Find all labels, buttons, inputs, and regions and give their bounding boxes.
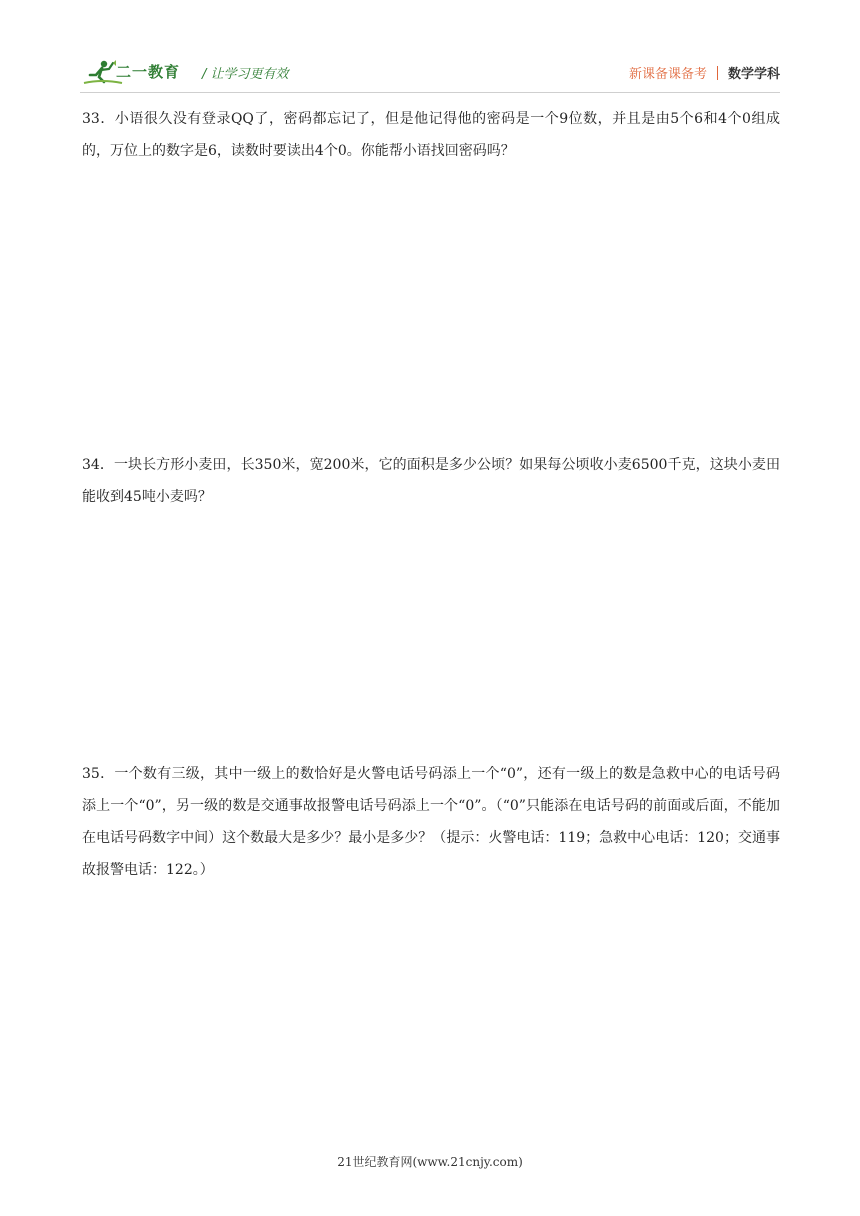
tag-subject: 数学学科 — [727, 67, 780, 82]
brand-name: 二一教育 — [116, 63, 181, 81]
page-footer: 21世纪教育网(www.21cnjy.com) — [337, 1155, 523, 1169]
question-35: 35．一个数有三级，其中一级上的数恰好是火警电话号码添上一个“0”，还有一级上的数是急救中心的电话号码添上一个“0”，另一级的数是交通事故报警电话号码添上一个“0”。（“0”只能添在电话号码的前面或后面，不能加在电话号码数字中间）这个数最大是多少？最小是多少？（提示：火警电话：119；急救中心电话：120；交通事故报警电话：122。） — [82, 766, 780, 878]
header-tags — [629, 63, 780, 82]
question-34: 34．一块长方形小麦田，长350米，宽200米，它的面积是多少公顷？如果每公顷收小麦6500千克，这块小麦田能收到45吨小麦吗？ — [82, 457, 780, 505]
tag-prep: 新课备课备考 — [628, 67, 707, 82]
page-header — [80, 52, 780, 93]
slogan: / 让学习更有效 — [202, 67, 289, 82]
question-33: 33．小语很久没有登录QQ了，密码都忘记了，但是他记得他的密码是一个9位数，并且是由5个6和4个0组成的，万位上的数字是6，读数时要读出4个0。你能帮小语找回密码吗？ — [82, 111, 780, 159]
tag-divider — [717, 66, 718, 80]
